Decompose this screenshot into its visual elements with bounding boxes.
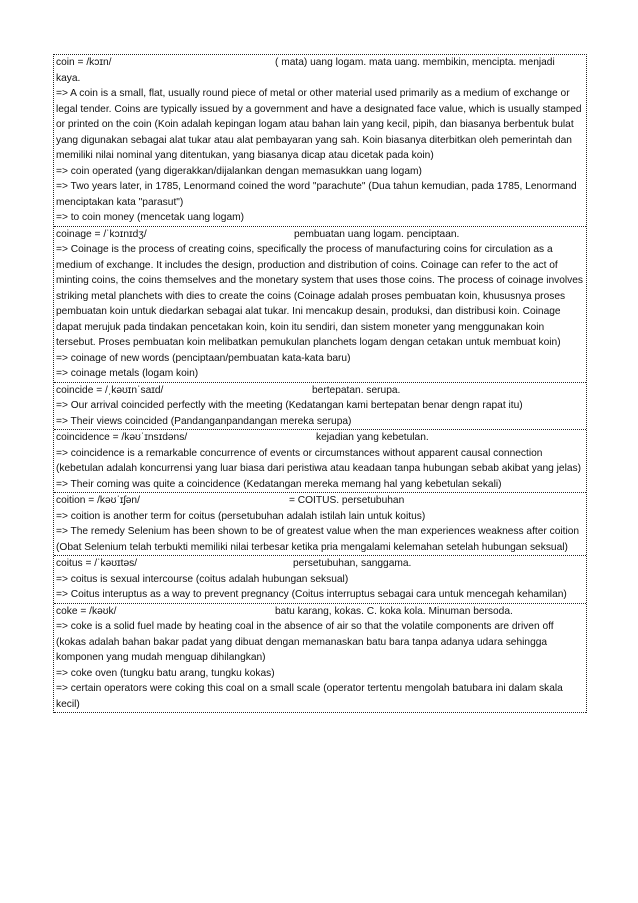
entry-headword: coition = /kəʊˈɪʃən/ <box>56 495 140 506</box>
entry-phonetic: /kəʊˈɪnsɪdəns/ <box>121 432 188 443</box>
entry-term: coition <box>56 495 86 506</box>
entry-meaning: pembuatan uang logam. penciptaan. <box>294 228 460 240</box>
entry-example: => Two years later, in 1785, Lenormand coined the word "parachute" (Dua tahun kemudian, pada 1785, Lenormand menciptakan kata "parasut") <box>56 181 577 208</box>
entry-example: => coitus is sexual intercourse (coitus adalah hubungan seksual) <box>56 573 349 585</box>
entry-header <box>56 430 584 446</box>
entry-term: coinage <box>56 228 92 240</box>
entry-phonetic: /kəʊk/ <box>89 605 117 617</box>
entry-example: => coition is another term for coitus (persetubuhan adalah istilah lain untuk koitus) <box>56 510 426 522</box>
entry-example: => The remedy Selenium has been shown to be of greatest value when the man experiences weakness after coition (Obat Selenium telah terbukti memiliki nilai terbesar ketika pria mengalami kelemahan setelah hubungan seksual) <box>56 526 580 553</box>
entry-headword: coinage = /ˈkɔɪnɪdʒ/ <box>56 228 147 240</box>
entry-example: => Coitus interuptus as a way to prevent pregnancy (Coitus interruptus sebagai cara untuk mencegah kehamilan) <box>56 589 567 600</box>
entry-header <box>56 227 584 243</box>
entry-headword: coitus = /ˈkəʊɪtəs/ <box>56 558 138 569</box>
entry-example: => Our arrival coincided perfectly with the meeting (Kedatangan kami bertepatan benar dengn rapat itu) <box>56 400 523 411</box>
entry-term: coin <box>56 57 75 68</box>
entry-meaning: bertepatan. serupa. <box>312 384 401 396</box>
entry-term: coincide <box>56 384 94 396</box>
entry-term: coke <box>56 605 78 617</box>
entry-phonetic: /ˌkəʊɪnˈsaɪd/ <box>105 384 164 396</box>
dictionary-entry <box>54 227 586 383</box>
entry-meaning-continued: kaya. <box>56 72 81 84</box>
entry-meaning: ( mata) uang logam. mata uang. membikin, mencipta. menjadi <box>275 57 555 68</box>
dictionary-entry <box>54 383 586 431</box>
entry-header <box>56 383 584 399</box>
entry-example: => A coin is a small, flat, usually round piece of metal or other material used primarily as a medium of exchange or legal tender. Coins are typically issued by a government and have a designated face value, which is usually stamped or printed on the coin (Koin adalah kepingan logam atau bahan lain yang kecil, pipih, dan biasanya berbentuk bulat yang digunakan sebagai alat tukar atau alat pembayaran yang sah. Koin biasanya diterbitkan oleh pemerintah dan memiliki nilai nominal yang ditentukan, yang biasanya dicap atau dicetak pada koin) <box>56 88 582 161</box>
entry-phonetic: /kəʊˈɪʃən/ <box>97 495 140 506</box>
entry-meaning: kejadian yang kebetulan. <box>316 432 429 443</box>
dictionary-entry <box>54 55 586 227</box>
entry-term: coitus <box>56 558 83 569</box>
dictionary-entry <box>54 556 586 604</box>
entry-example: => coinage metals (logam koin) <box>56 368 199 379</box>
entry-example: => Their views coincided (Pandanganpandangan mereka serupa) <box>56 415 352 427</box>
entry-header <box>56 556 584 572</box>
entry-header <box>56 493 584 509</box>
entry-example: => Coinage is the process of creating coins, specifically the process of manufacturing coins for circulation as a medium of exchange. It includes the design, production and distribution of coins. Coinage can refer to the act of minting coins, the coins themselves and the monetary system that uses those coins. The process of coinage involves striking metal planchets with dies to create the coins (Coinage adalah proses pembuatan koin, khususnya proses pembuatan koin untuk diedarkan sebagai alat tukar. Ini mencakup desain, produksi, dan distribusi koin. Coinage dapat merujuk pada tindakan pencetakan koin, koin itu sendiri, dan sistem moneter yang menggunakan koin tersebut. Proses pembuatan koin melibatkan pemukulan planchets logam dengan cetakan untuk membuat koin) <box>56 244 584 348</box>
entry-headword: coke = /kəʊk/ <box>56 605 117 617</box>
entry-meaning: batu karang, kokas. C. koka kola. Minuman bersoda. <box>275 605 513 617</box>
entry-phonetic: /kɔɪn/ <box>86 57 112 68</box>
entry-example: => to coin money (mencetak uang logam) <box>56 212 245 223</box>
entry-example: => coke oven (tungku batu arang, tungku kokas) <box>56 667 275 679</box>
dictionary-table <box>53 54 587 713</box>
dictionary-entry <box>54 493 586 556</box>
entry-example: => coke is a solid fuel made by heating coal in the absence of air so that the volatile components are driven off (kokas adalah bahan bakar padat yang dibuat dengan memanaskan batu bara tanpa adanya udara sehingga komponen yang mudah menguap dihilangkan) <box>56 621 554 663</box>
entry-example: => Their coming was quite a coincidence (Kedatangan mereka memang hal yang kebetulan sekali) <box>56 478 502 490</box>
entry-meaning: persetubuhan, sanggama. <box>293 558 412 569</box>
entry-example: => coinage of new words (penciptaan/pembuatan kata-kata baru) <box>56 352 351 364</box>
entry-example: => coincidence is a remarkable concurrence of events or circumstances without apparent causal connection (kebetulan adalah koncurrensi yang luar biasa dari peristiwa atau keadaan tanpa hubungan sebab akibat yang jelas) <box>56 447 582 474</box>
entry-header <box>56 55 584 71</box>
dictionary-entry <box>54 604 586 714</box>
entry-headword: coincidence = /kəʊˈɪnsɪdəns/ <box>56 432 188 443</box>
entry-header <box>56 604 584 620</box>
entry-phonetic: /ˈkɔɪnɪdʒ/ <box>103 228 147 240</box>
entry-headword: coin = /kɔɪn/ <box>56 57 112 68</box>
entry-example: => coin operated (yang digerakkan/dijalankan dengan memasukkan uang logam) <box>56 165 422 177</box>
entry-example: => certain operators were coking this coal on a small scale (operator tertentu mengolah batubara ini dalam skala kecil) <box>56 683 563 710</box>
entry-phonetic: /ˈkəʊɪtəs/ <box>94 558 138 569</box>
dictionary-entry <box>54 430 586 493</box>
entry-meaning: = COITUS. persetubuhan <box>289 495 405 506</box>
entry-headword: coincide = /ˌkəʊɪnˈsaɪd/ <box>56 384 164 396</box>
entry-term: coincidence <box>56 432 110 443</box>
